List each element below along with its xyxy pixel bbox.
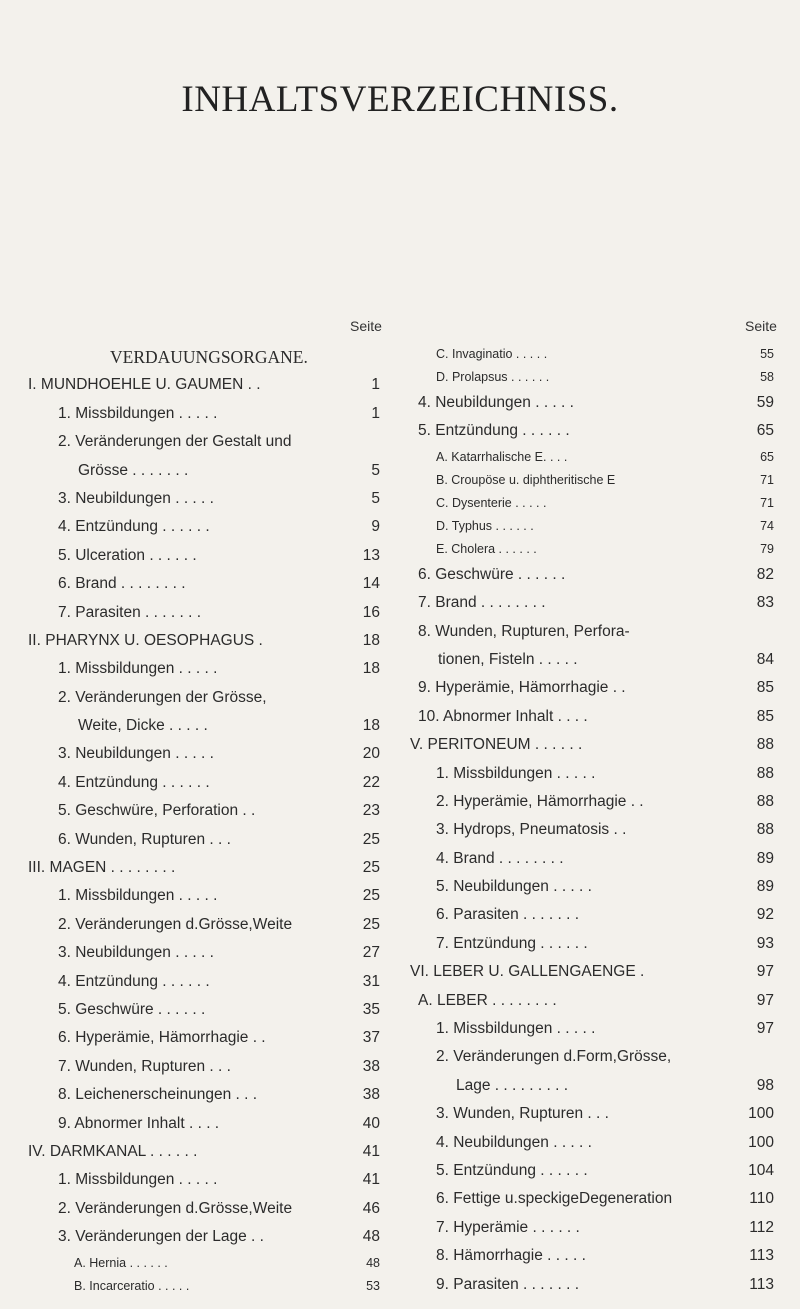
toc-entry [410, 1271, 774, 1299]
toc-entry-label: 1. Missbildungen . . . . . [436, 764, 596, 782]
toc-entry-page: 98 [756, 1076, 774, 1094]
toc-entry-label: 5. Entzündung . . . . . . [418, 422, 570, 440]
toc-entry [28, 627, 380, 655]
toc-entry-label: 1. Missbildungen . . . . . [58, 887, 218, 905]
toc-entry-page: 97 [756, 1020, 774, 1038]
toc-entry [410, 589, 774, 617]
toc-entry-page: 46 [362, 1199, 380, 1217]
toc-entry-page: 14 [362, 575, 380, 593]
toc-entry [410, 618, 774, 646]
toc-entry-label: Lage . . . . . . . . . [456, 1076, 568, 1094]
toc-entry [28, 1110, 380, 1138]
toc-entry [28, 740, 380, 768]
toc-entry-label: 7. Entzündung . . . . . . [436, 934, 588, 952]
toc-entry-page: 83 [756, 594, 774, 612]
toc-entry [28, 797, 380, 825]
toc-entry [410, 788, 774, 816]
toc-entry [28, 457, 380, 485]
toc-entry [410, 417, 774, 445]
toc-entry-page: 59 [756, 394, 774, 411]
toc-entry-page: 27 [362, 944, 380, 962]
toc-entry [410, 469, 774, 492]
toc-entry-label: 9. Hyperämie, Hämorrhagie . . [418, 679, 626, 697]
toc-entry [28, 712, 380, 740]
toc-entry [28, 854, 380, 882]
toc-entry-label: 6. Fettige u.speckigeDegeneration [436, 1190, 673, 1208]
toc-entry-page: 88 [756, 764, 774, 782]
toc-entry-page: 85 [756, 679, 774, 697]
toc-entry [28, 882, 380, 910]
toc-entry [410, 1185, 774, 1213]
toc-entry-label: 6. Geschwüre . . . . . . [418, 565, 566, 583]
toc-entry-page: 1 [371, 404, 380, 422]
toc-entry-label: Weite, Dicke . . . . . [78, 717, 208, 735]
toc-entry-page: 18 [362, 717, 380, 735]
toc-entry-label: 5. Neubildungen . . . . . [436, 878, 592, 896]
toc-entry-label: 3. Wunden, Rupturen . . . [436, 1105, 609, 1123]
toc-entry-label: 1. Missbildungen . . . . . [58, 404, 218, 422]
toc-entry [410, 1015, 774, 1043]
toc-entry-label: 4. Neubildungen . . . . . [436, 1133, 592, 1151]
toc-entry [28, 1195, 380, 1223]
toc-entry [28, 542, 380, 570]
toc-entry [410, 958, 774, 986]
toc-entry-page: 16 [362, 603, 380, 621]
toc-entry-page: 40 [362, 1114, 380, 1132]
toc-entry-label: 6. Wunden, Rupturen . . . [58, 830, 231, 848]
toc-entry-label: 2. Veränderungen der Grösse, [58, 688, 267, 706]
toc-entry-label: 2. Veränderungen der Gestalt und [58, 433, 292, 451]
toc-entry-label: Grösse . . . . . . . [78, 461, 189, 479]
toc-entry [28, 1081, 380, 1109]
toc-entry [410, 845, 774, 873]
toc-entry-page: 25 [362, 915, 380, 933]
toc-entry-label: C. Invaginatio . . . . . [436, 347, 548, 361]
toc-entry-page: 35 [362, 1000, 380, 1018]
toc-entry-page: 88 [756, 821, 774, 839]
toc-entry-label: 7. Wunden, Rupturen . . . [58, 1057, 231, 1075]
toc-entry [28, 655, 380, 683]
toc-entry-page: 74 [760, 518, 774, 533]
toc-entry-page: 13 [362, 546, 380, 564]
toc-entry-label: 7. Brand . . . . . . . . [418, 594, 546, 612]
seite-header-left: Seite [350, 318, 382, 334]
toc-entry-label: III. MAGEN . . . . . . . . [28, 859, 176, 877]
toc-entry-page: 71 [760, 495, 774, 510]
toc-entry-page: 22 [362, 773, 380, 791]
toc-entry [28, 513, 380, 541]
toc-entry-label: 9. Parasiten . . . . . . . [436, 1275, 580, 1293]
toc-entry [410, 646, 774, 674]
toc-entry [28, 1138, 380, 1166]
toc-entry-label: IV. DARMKANAL . . . . . . [28, 1142, 198, 1160]
toc-entry [410, 343, 774, 366]
toc-entry-label: 1. Missbildungen . . . . . [58, 660, 218, 678]
toc-entry-label: 7. Hyperämie . . . . . . [436, 1218, 580, 1236]
toc-entry-label: tionen, Fisteln . . . . . [438, 650, 578, 668]
toc-entry-label: 2. Veränderungen d.Grösse,Weite [58, 1199, 293, 1217]
toc-entry [410, 366, 774, 389]
toc-entry-label: 5. Entzündung . . . . . . [436, 1161, 588, 1179]
toc-entry-label: B. Croupöse u. diphtheritische E [436, 472, 616, 487]
toc-entry-page: 38 [362, 1086, 380, 1104]
toc-entry-page: 41 [362, 1171, 380, 1189]
toc-entry-label: 4. Entzündung . . . . . . [58, 972, 210, 990]
toc-entry-label: 6. Hyperämie, Hämorrhagie . . [58, 1029, 266, 1047]
toc-entry-page: 5 [371, 489, 380, 507]
toc-entry [28, 599, 380, 627]
toc-entry [28, 996, 380, 1024]
toc-entry [410, 703, 774, 731]
toc-entry [28, 1275, 380, 1298]
toc-entry-label: 4. Entzündung . . . . . . [58, 518, 210, 536]
toc-entry [28, 826, 380, 854]
toc-entry [410, 760, 774, 788]
toc-entry-page: 48 [362, 1228, 380, 1246]
toc-entry-label: 2. Veränderungen d.Grösse,Weite [58, 915, 293, 933]
toc-entry-page: 88 [756, 792, 774, 810]
toc-entry-label: 1. Missbildungen . . . . . [436, 1020, 596, 1038]
toc-entry-label: A. Hernia . . . . . . [74, 1255, 168, 1270]
toc-entry-label: 3. Neubildungen . . . . . [58, 944, 214, 962]
toc-entry [28, 684, 380, 712]
toc-entry-page: 55 [760, 347, 774, 361]
toc-entry-page: 31 [362, 972, 380, 990]
toc-entry-label: D. Prolapsus . . . . . . [436, 370, 550, 384]
toc-entry [410, 674, 774, 702]
toc-entry-page: 48 [366, 1255, 380, 1270]
toc-entry-page: 84 [756, 650, 774, 668]
toc-entry-label: 1. Missbildungen . . . . . [58, 1171, 218, 1189]
toc-entry-label: 10. Abnormer Inhalt . . . . [418, 707, 588, 725]
toc-entry-page: 58 [760, 370, 774, 384]
toc-entry-page: 113 [749, 1275, 774, 1293]
page-title: INHALTSVERZEICHNISS. [181, 79, 619, 120]
toc-entry [28, 485, 380, 513]
toc-entry [28, 371, 380, 399]
toc-entry-page: 113 [749, 1247, 774, 1265]
toc-entry [410, 1157, 774, 1185]
toc-entry-page: 89 [756, 849, 774, 867]
toc-entry-page: 9 [371, 518, 380, 536]
toc-entry-page: 38 [362, 1057, 380, 1075]
toc-entry-label: 5. Geschwüre, Perforation . . [58, 802, 256, 820]
toc-entry-page: 89 [756, 878, 774, 896]
toc-entry-page: 92 [756, 906, 774, 924]
toc-entry-page: 112 [749, 1218, 774, 1236]
toc-entry [410, 987, 774, 1015]
toc-entry-page: 100 [748, 1105, 774, 1123]
toc-entry-page: 97 [756, 963, 774, 981]
toc-entry-page: 20 [362, 745, 380, 763]
toc-entry-page: 23 [362, 802, 380, 820]
toc-entry-label: 3. Neubildungen . . . . . [58, 489, 214, 507]
toc-entry-label: 3. Hydrops, Pneumatosis . . [436, 821, 627, 839]
toc-entry-label: VI. LEBER U. GALLENGAENGE . [410, 963, 645, 981]
toc-entry [410, 901, 774, 929]
toc-entry [28, 570, 380, 598]
toc-entry [28, 769, 380, 797]
toc-entry-label: 7. Parasiten . . . . . . . [58, 603, 202, 621]
toc-column-right [410, 343, 774, 1299]
toc-entry-label: 8. Wunden, Rupturen, Perfora- [418, 622, 630, 640]
toc-entry-label: 2. Hyperämie, Hämorrhagie . . [436, 792, 644, 810]
toc-column-left [28, 343, 380, 1298]
toc-entry-label: D. Typhus . . . . . . [436, 518, 534, 533]
toc-entry-label: 5. Geschwüre . . . . . . [58, 1000, 206, 1018]
toc-entry-label: 4. Entzündung . . . . . . [58, 773, 210, 791]
toc-entry-label: 5. Ulceration . . . . . . [58, 546, 197, 564]
toc-entry-label: 6. Parasiten . . . . . . . [436, 906, 580, 924]
toc-entry [410, 816, 774, 844]
toc-entry [28, 428, 380, 456]
toc-entry-label: 4. Brand . . . . . . . . [436, 849, 564, 867]
toc-entry [28, 400, 380, 428]
toc-entry-label: VERDAUUNGSORGANE. [110, 347, 308, 367]
toc-entry-page: 41 [362, 1142, 380, 1160]
toc-entry [410, 1072, 774, 1100]
toc-entry-page: 18 [362, 631, 380, 649]
toc-entry-page: 1 [371, 376, 380, 394]
toc-entry [410, 446, 774, 469]
toc-entry-page: 82 [756, 565, 774, 583]
toc-entry-page: 65 [756, 422, 774, 440]
toc-entry-page: 71 [760, 472, 774, 487]
toc-entry-page: 97 [756, 991, 774, 1009]
toc-entry [28, 1223, 380, 1251]
toc-entry-label: 9. Abnormer Inhalt . . . . [58, 1114, 220, 1132]
toc-entry [410, 1242, 774, 1270]
toc-entry-page: 110 [749, 1190, 774, 1208]
toc-entry [410, 731, 774, 759]
toc-entry [28, 968, 380, 996]
toc-entry [410, 538, 774, 561]
toc-entry [410, 930, 774, 958]
toc-entry [28, 939, 380, 967]
toc-entry [28, 911, 380, 939]
toc-entry-page: 25 [362, 887, 380, 905]
seite-header-right: Seite [745, 318, 777, 334]
toc-entry-label: I. MUNDHOEHLE U. GAUMEN . . [28, 376, 261, 394]
toc-entry-label: II. PHARYNX U. OESOPHAGUS . [28, 631, 263, 649]
toc-entry [28, 1252, 380, 1275]
toc-entry-label: V. PERITONEUM . . . . . . [410, 736, 583, 754]
toc-entry-page: 88 [756, 736, 774, 754]
toc-entry-label: A. Katarrhalische E. . . . [436, 449, 568, 464]
toc-entry-page: 93 [756, 934, 774, 952]
toc-entry [410, 1100, 774, 1128]
toc-entry [410, 1129, 774, 1157]
toc-entry-page: 65 [760, 449, 774, 464]
toc-entry-label: 8. Hämorrhagie . . . . . [436, 1247, 586, 1265]
toc-entry-label: C. Dysenterie . . . . . [436, 495, 547, 510]
toc-entry [410, 515, 774, 538]
toc-entry [28, 1053, 380, 1081]
toc-entry-page: 104 [748, 1161, 774, 1179]
toc-entry-page: 79 [760, 541, 774, 556]
toc-entry [28, 1166, 380, 1194]
toc-entry-page: 85 [756, 707, 774, 725]
toc-entry-page: 37 [362, 1029, 380, 1047]
toc-entry-page: 25 [362, 830, 380, 848]
toc-entry [410, 389, 774, 417]
toc-entry-label: 8. Leichenerscheinungen . . . [58, 1086, 258, 1104]
toc-entry-page: 53 [366, 1278, 380, 1293]
toc-entry-page: 18 [362, 660, 380, 678]
toc-entry-label: B. Incarceratio . . . . . [74, 1278, 190, 1293]
toc-entry-label: 6. Brand . . . . . . . . [58, 575, 186, 593]
toc-entry-page: 100 [748, 1133, 774, 1151]
toc-entry [28, 1024, 380, 1052]
toc-entry-label: 3. Veränderungen der Lage . . [58, 1228, 264, 1246]
toc-entry-page: 25 [362, 859, 380, 877]
toc-entry-page: 5 [371, 461, 380, 479]
toc-entry-label: 4. Neubildungen . . . . . [418, 394, 574, 411]
toc-entry [410, 492, 774, 515]
toc-entry-label: 3. Neubildungen . . . . . [58, 745, 214, 763]
toc-entry [410, 561, 774, 589]
toc-entry [410, 1214, 774, 1242]
toc-entry [28, 343, 380, 371]
toc-entry-label: E. Cholera . . . . . . [436, 541, 537, 556]
toc-entry-label: 2. Veränderungen d.Form,Grösse, [436, 1048, 672, 1066]
toc-entry [410, 1043, 774, 1071]
toc-entry [410, 873, 774, 901]
toc-entry-label: A. LEBER . . . . . . . . [418, 991, 557, 1009]
